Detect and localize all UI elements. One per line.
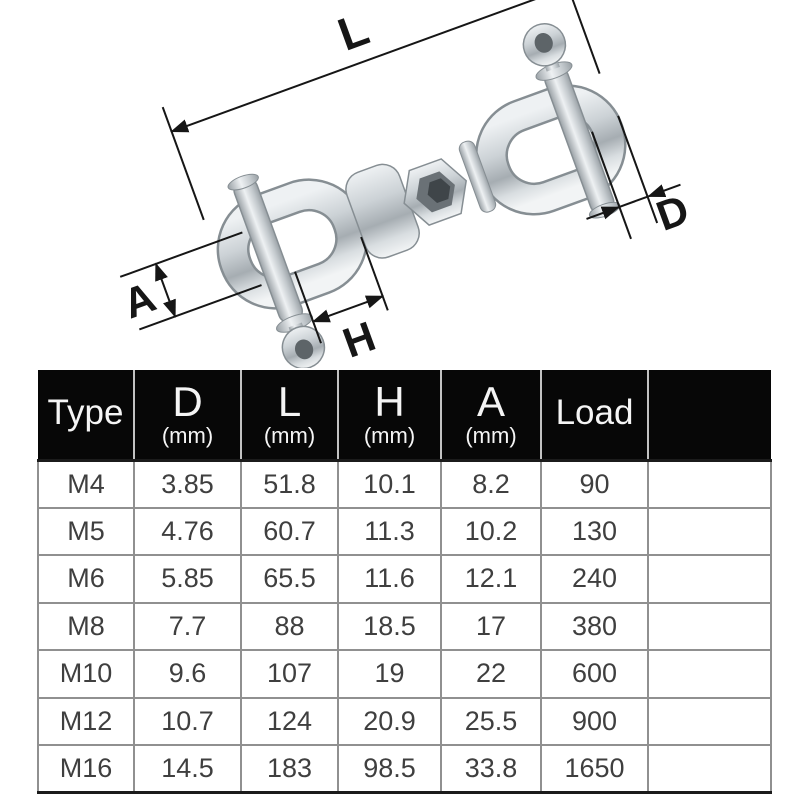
cell-h: 19 xyxy=(338,650,441,698)
cell-load: 240 xyxy=(541,555,648,603)
cell-a: 25.5 xyxy=(441,698,541,746)
cell-load: 90 xyxy=(541,460,648,508)
cell-extra xyxy=(648,698,771,746)
cell-a: 8.2 xyxy=(441,460,541,508)
cell-a: 33.8 xyxy=(441,745,541,793)
cell-type: M5 xyxy=(38,508,134,556)
cell-load: 900 xyxy=(541,698,648,746)
cell-d: 3.85 xyxy=(134,460,241,508)
cell-load: 130 xyxy=(541,508,648,556)
header-cell-type: Type xyxy=(38,370,134,460)
swivel-shackle-photo xyxy=(194,15,649,368)
cell-extra xyxy=(648,650,771,698)
dimension-diagram xyxy=(0,0,800,368)
header-cell-l: L (mm) xyxy=(241,370,338,460)
dim-label-d: D xyxy=(650,185,695,240)
cell-l: 60.7 xyxy=(241,508,338,556)
cell-d: 5.85 xyxy=(134,555,241,603)
swivel-shackle-drawing xyxy=(0,0,800,368)
cell-l: 65.5 xyxy=(241,555,338,603)
cell-extra xyxy=(648,603,771,651)
cell-extra xyxy=(648,508,771,556)
spec-table xyxy=(37,370,772,794)
spec-table-header xyxy=(38,370,771,460)
cell-d: 7.7 xyxy=(134,603,241,651)
cell-l: 183 xyxy=(241,745,338,793)
spec-table-body xyxy=(38,460,771,793)
cell-type: M12 xyxy=(38,698,134,746)
cell-d: 10.7 xyxy=(134,698,241,746)
header-cell-d: D (mm) xyxy=(134,370,241,460)
spec-table-wrap xyxy=(37,370,772,794)
cell-h: 98.5 xyxy=(338,745,441,793)
table-row xyxy=(38,508,771,556)
dim-line-a xyxy=(156,264,175,317)
cell-l: 107 xyxy=(241,650,338,698)
table-row xyxy=(38,650,771,698)
cell-a: 12.1 xyxy=(441,555,541,603)
cell-a: 10.2 xyxy=(441,508,541,556)
ext-line xyxy=(163,107,204,220)
dim-label-l: L xyxy=(331,2,376,61)
dim-label-h: H xyxy=(336,312,382,367)
cell-a: 22 xyxy=(441,650,541,698)
cell-type: M10 xyxy=(38,650,134,698)
cell-d: 4.76 xyxy=(134,508,241,556)
cell-a: 17 xyxy=(441,603,541,651)
cell-extra xyxy=(648,745,771,793)
header-cell-extra xyxy=(648,370,771,460)
cell-type: M8 xyxy=(38,603,134,651)
cell-type: M4 xyxy=(38,460,134,508)
cell-load: 600 xyxy=(541,650,648,698)
ext-line xyxy=(618,116,657,223)
cell-h: 10.1 xyxy=(338,460,441,508)
cell-h: 18.5 xyxy=(338,603,441,651)
cell-extra xyxy=(648,460,771,508)
cell-load: 1650 xyxy=(541,745,648,793)
cell-l: 124 xyxy=(241,698,338,746)
cell-l: 88 xyxy=(241,603,338,651)
cell-h: 11.6 xyxy=(338,555,441,603)
table-row xyxy=(38,460,771,508)
cell-type: M6 xyxy=(38,555,134,603)
table-row xyxy=(38,745,771,793)
cell-h: 20.9 xyxy=(338,698,441,746)
header-row xyxy=(38,370,771,460)
cell-l: 51.8 xyxy=(241,460,338,508)
cell-extra xyxy=(648,555,771,603)
dim-label-a: A xyxy=(117,272,162,328)
cell-d: 14.5 xyxy=(134,745,241,793)
cell-h: 11.3 xyxy=(338,508,441,556)
header-cell-a: A (mm) xyxy=(441,370,541,460)
cell-type: M16 xyxy=(38,745,134,793)
cell-d: 9.6 xyxy=(134,650,241,698)
table-row xyxy=(38,698,771,746)
cell-load: 380 xyxy=(541,603,648,651)
header-cell-load: Load xyxy=(541,370,648,460)
table-row xyxy=(38,603,771,651)
table-row xyxy=(38,555,771,603)
header-cell-h: H (mm) xyxy=(338,370,441,460)
